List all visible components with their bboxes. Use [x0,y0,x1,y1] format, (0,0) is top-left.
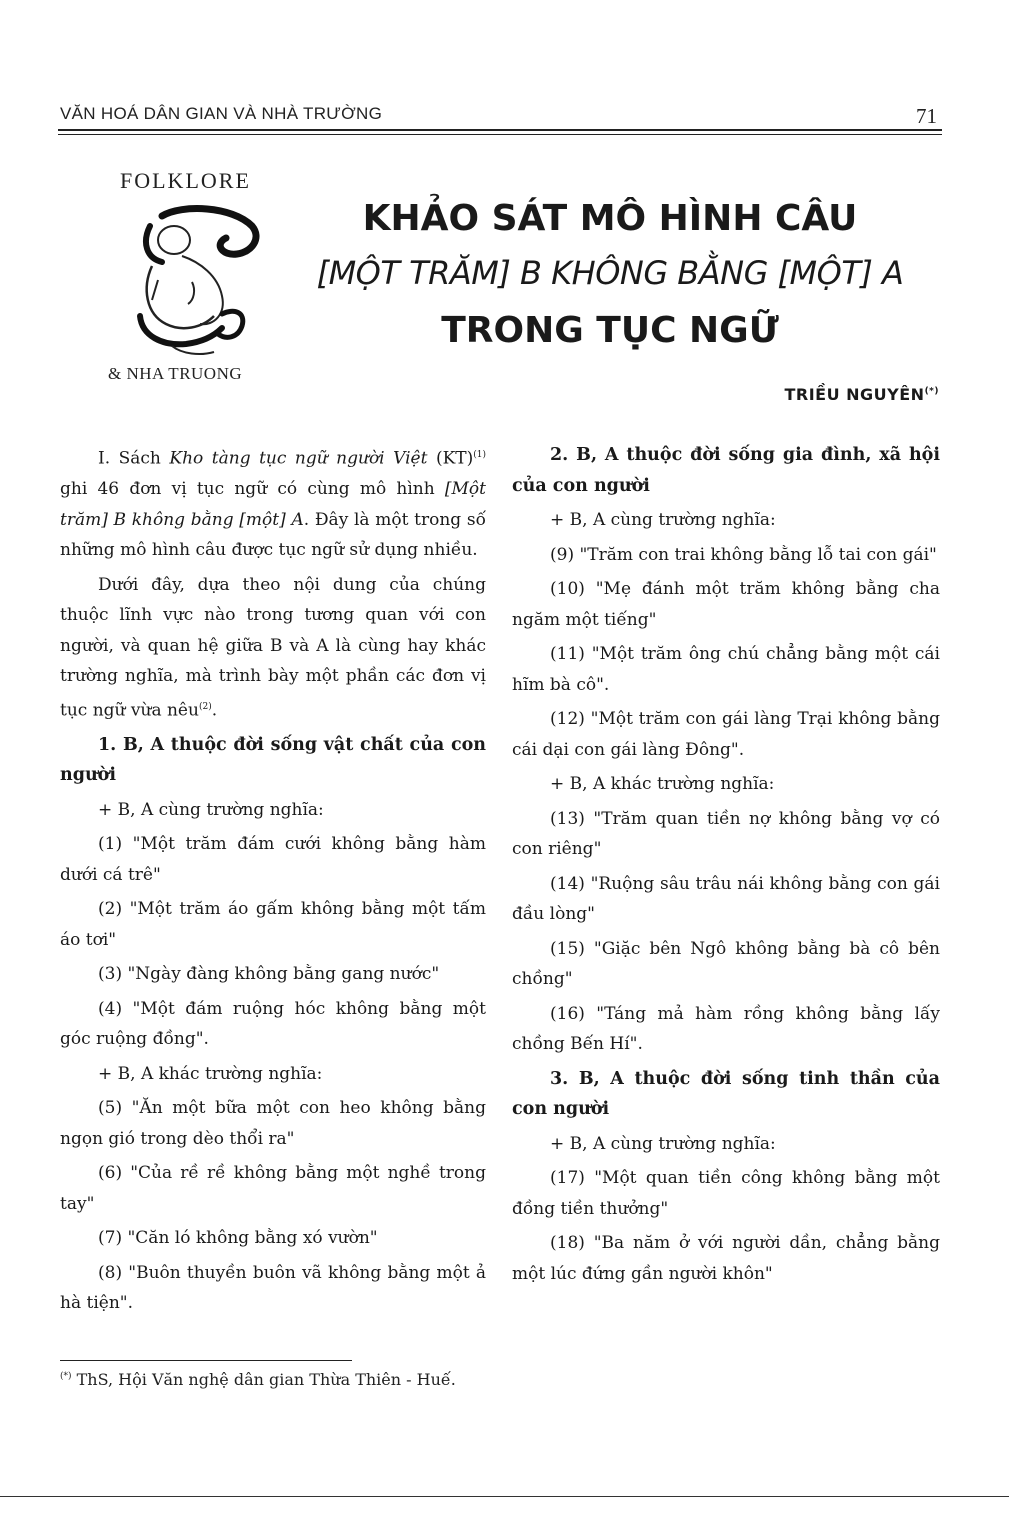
footnote-ref-2: (2) [198,701,212,712]
proverb-item: (3) "Ngày đàng không bằng gang nước" [98,964,440,985]
model-formula: [Một trăm] B không bằng [một] A [60,479,486,530]
running-head: VĂN HOÁ DÂN GIAN VÀ NHÀ TRƯỜNG [60,104,383,123]
author-name [784,385,939,404]
left-column [60,440,486,1323]
footnote-mark: (*) [60,1371,72,1382]
proverb-item: (13) "Trăm quan tiền nợ không bằng vợ có con riêng" [512,808,940,859]
method-paragraph [60,570,486,726]
proverb-item: (4) "Một đám ruộng hóc không bằng một góc ruộng đồng". [60,998,486,1050]
page-bottom-rule [0,1496,1009,1497]
intro-text-a: I. Sách [98,448,170,469]
proverb-item: (12) "Một trăm con gái làng Trại không bằng cái dại con gái làng Đông". [512,709,940,760]
proverb-item: (17) "Một quan tiền công không bằng một đồng tiền thưởng" [512,1168,940,1219]
proverb-item: (9) "Trăm con trai không bằng lỗ tai con gái" [550,544,937,565]
article-title-line1: KHẢO SÁT MÔ HÌNH CÂU [362,198,858,239]
subheading-diff-field: + B, A khác trường nghĩa: [550,774,775,794]
proverb-item: (15) "Giặc bên Ngô không bằng bà cô bên chồng" [512,938,940,989]
article-title-line3: TRONG TỤC NGỮ [441,310,779,351]
subheading-same-field: + B, A cùng trường nghĩa: [550,1133,776,1154]
section-heading-3: 3. B, A thuộc đời sống tinh thần của con người [512,1068,940,1119]
proverb-item: (2) "Một trăm áo gấm không bằng một tấm áo tơi" [60,899,486,950]
section-heading-2: 2. B, A thuộc đời sống gia đình, xã hội của con người [512,445,940,496]
intro-paragraph [60,440,486,566]
proverb-item: (7) "Căn ló không bằng xó vườn" [98,1228,378,1249]
subheading-same-field: + B, A cùng trường nghĩa: [98,799,324,820]
proverb-item: (11) "Một trăm ông chú chẳng bằng một cái hĩm bà cô". [512,644,940,695]
footnote-ref-1: (1) [473,450,486,460]
author-text: TRIỀU NGUYÊN [784,385,925,404]
book-title: Kho tàng tục ngữ người Việt [169,448,428,469]
subheading-diff-field: + B, A khác trường nghĩa: [98,1063,323,1084]
folklore-logo [108,168,288,393]
method-text-end: . [211,700,218,721]
header-rule-thin [58,134,942,135]
intro-text-c: (KT) [427,448,474,469]
section-heading-1: 1. B, A thuộc đời sống vật chất của con người [60,734,486,786]
proverb-item: (16) "Táng mả hàm rồng không bằng lấy chồng Bến Hí". [512,1003,940,1054]
footnote [60,1370,456,1389]
page-number: 71 [916,104,937,128]
footnote-rule [60,1360,352,1361]
intro-text-f: . Đây là một trong số những mô hình câu được tục ngữ sử dụng nhiều. [60,509,487,561]
proverb-item: (1) "Một trăm đám cưới không bằng hàm dưới cá trê" [60,834,486,885]
folklore-figure-icon [122,196,272,361]
proverb-item: (6) "Của rề rề không bằng một nghề trong tay" [60,1163,486,1214]
author-footnote-mark: (*) [924,386,939,397]
right-column [512,440,940,1293]
footnote-text: ThS, Hội Văn nghệ dân gian Thừa Thiên - Huế. [71,1370,456,1389]
header-rule [58,129,942,131]
proverb-item: (8) "Buôn thuyền buôn vã không bằng một ả hà tiện". [60,1262,486,1314]
proverb-item: (5) "Ăn một bữa một con heo không bằng ngọn gió trong dèo thổi ra" [60,1098,486,1149]
proverb-item: (18) "Ba năm ở với người dần, chẳng bằng một lúc đứng gần người khôn" [512,1233,940,1284]
logo-bottom-text: & NHA TRUONG [108,364,243,383]
intro-text-d: ghi 46 đơn vị tục ngữ có cùng mô hình [60,479,445,500]
logo-top-text: FOLKLORE [120,168,251,193]
subheading-same-field: + B, A cùng trường nghĩa: [550,510,776,530]
article-title-line2: [MỘT TRĂM] B KHÔNG BẰNG [MỘT] A [316,254,904,292]
method-text: Dưới đây, dựa theo nội dung của chúng thuộc lĩnh vực nào trong tương quan với con người, và quan hệ giữa B và A là cùng hay khác trường nghĩa, mà trình bày một phần các đơn vị tục ngữ vừa nêu [60,574,486,721]
proverb-item: (10) "Mẹ đánh một trăm không bằng cha ngăm một tiếng" [512,579,940,630]
proverb-item: (14) "Ruộng sâu trâu nái không bằng con gái đầu lòng" [512,873,940,924]
